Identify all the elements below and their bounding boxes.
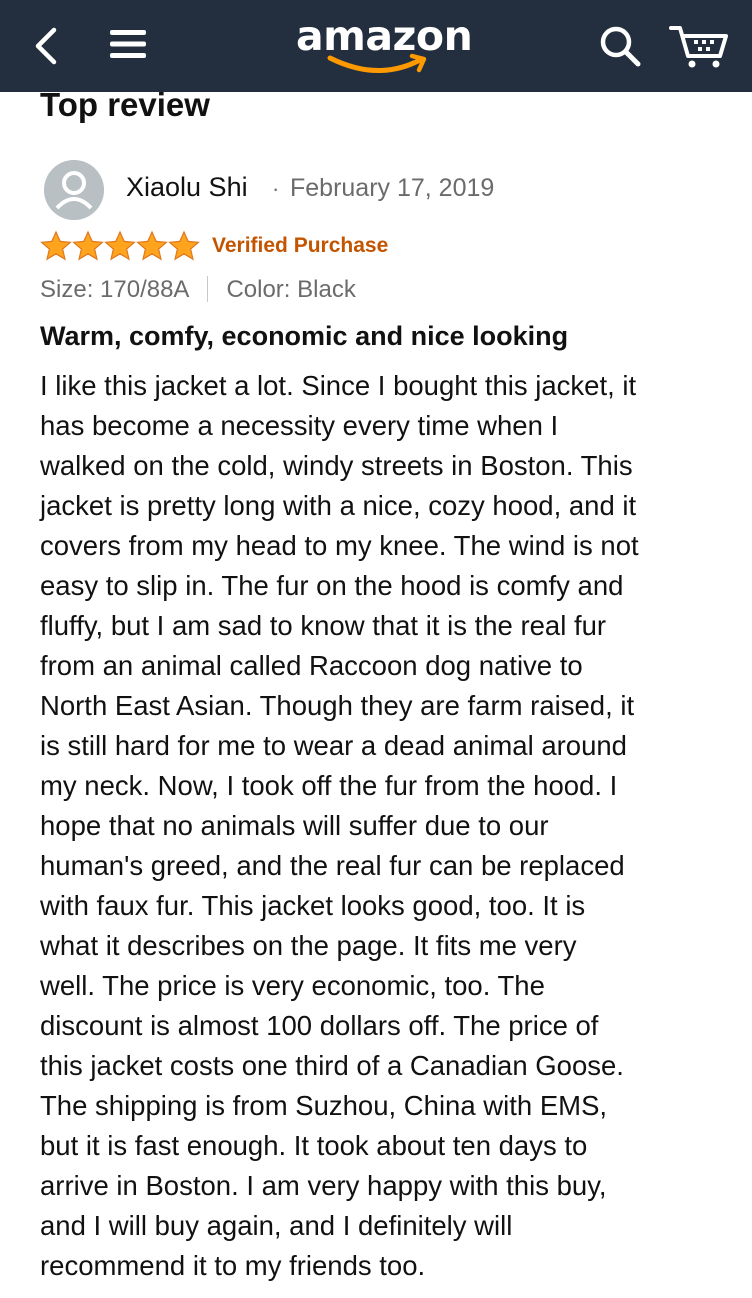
review-text-line: discount is almost 100 dollars off. The price of xyxy=(40,1010,599,1041)
star-icon xyxy=(168,230,200,262)
meta-separator: · xyxy=(272,176,280,201)
review-text-line: my neck. Now, I took off the fur from the hood. I xyxy=(40,770,618,801)
review-text-line: arrive in Boston. I am very happy with this buy, xyxy=(40,1170,607,1201)
review-text-line: well. The price is very economic, too. The xyxy=(40,970,545,1001)
star-icon xyxy=(72,230,104,262)
review-text-line: The shipping is from Suzhou, China with EMS, xyxy=(40,1090,608,1121)
section-title: Top review xyxy=(40,86,210,123)
review-text-line: easy to slip in. The fur on the hood is comfy and xyxy=(40,570,624,601)
color-label: Color: Black xyxy=(226,276,356,303)
review-text-line: but it is fast enough. It took about ten days to xyxy=(40,1130,588,1161)
star-icon xyxy=(104,230,136,262)
star-icon xyxy=(40,230,72,262)
review-text-line: with faux fur. This jacket looks good, too. It is xyxy=(40,890,586,921)
product-variant xyxy=(40,276,356,304)
review-text-line: from an animal called Raccoon dog native to xyxy=(40,650,583,681)
star-icon xyxy=(136,230,168,262)
avatar[interactable] xyxy=(44,160,104,220)
amazon-logo[interactable] xyxy=(296,12,473,76)
reviewer-name[interactable]: Xiaolu Shi xyxy=(126,172,248,202)
variant-divider xyxy=(207,276,208,302)
cart-icon[interactable] xyxy=(668,18,732,72)
review-body xyxy=(40,366,730,1286)
review-title: Warm, comfy, economic and nice looking xyxy=(40,321,569,351)
review-text-line: North East Asian. Though they are farm raised, it xyxy=(40,690,635,721)
verified-purchase-badge: Verified Purchase xyxy=(212,234,389,257)
size-label: Size: 170/88A xyxy=(40,276,190,303)
review-text-line: has become a necessity every time when I xyxy=(40,410,559,441)
logo-smile-icon xyxy=(316,52,436,78)
review-text-line: recommend it to my friends too. xyxy=(40,1250,426,1281)
review-text-line: fluffy, but I am sad to know that it is the real fur xyxy=(40,610,607,641)
star-rating xyxy=(40,230,200,262)
review-text-line: covers from my head to my knee. The wind is not xyxy=(40,530,639,561)
user-avatar-icon xyxy=(44,160,104,220)
review-text-line: what it describes on the page. It fits me very xyxy=(40,930,577,961)
review-text-line: I like this jacket a lot. Since I bought this jacket, it xyxy=(40,370,637,401)
review-text-line: walked on the cold, windy streets in Boston. This xyxy=(40,450,633,481)
review-date: February 17, 2019 xyxy=(290,174,495,202)
review-text-line: hope that no animals will suffer due to our xyxy=(40,810,549,841)
menu-icon[interactable] xyxy=(108,26,148,62)
top-nav-bar xyxy=(0,0,752,92)
review-text-line: and I will buy again, and I definitely will xyxy=(40,1210,513,1241)
back-icon[interactable] xyxy=(30,24,62,68)
logo-wordmark: amazon xyxy=(296,12,473,60)
review-text-line: is still hard for me to wear a dead animal around xyxy=(40,730,627,761)
search-icon[interactable] xyxy=(596,22,644,70)
review-text-line: human's greed, and the real fur can be replaced xyxy=(40,850,625,881)
review-text-line: jacket is pretty long with a nice, cozy hood, and it xyxy=(40,490,637,521)
review-text-line: this jacket costs one third of a Canadian Goose. xyxy=(40,1050,624,1081)
